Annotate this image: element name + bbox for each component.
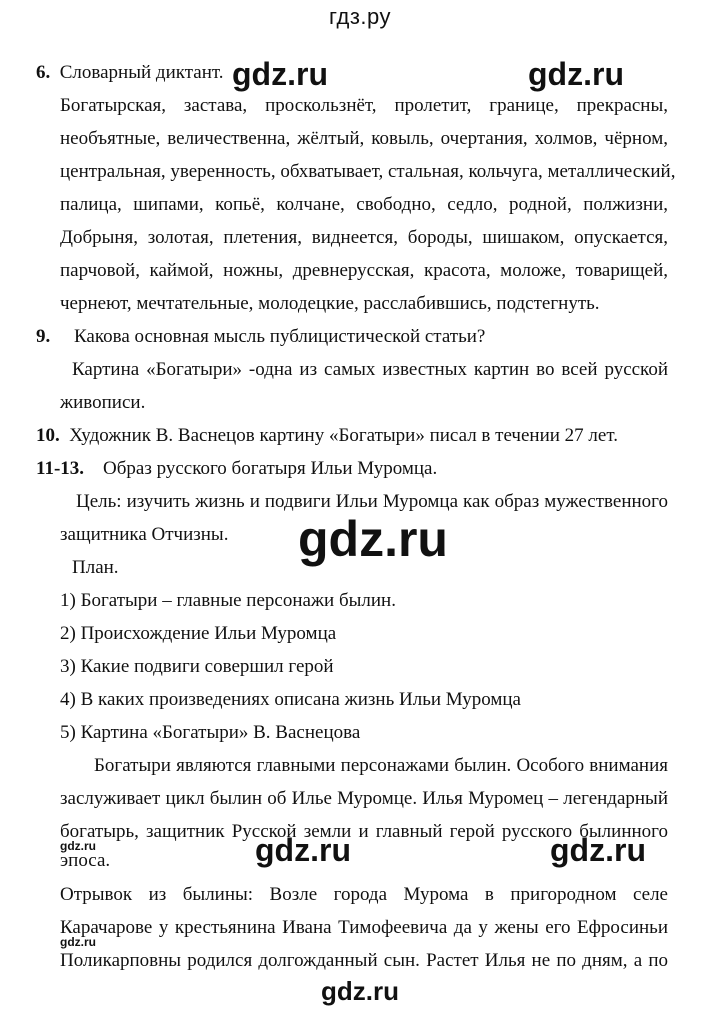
task9-number: 9. [36, 326, 51, 347]
task6-heading [36, 62, 224, 84]
paragraph-line: Богатыри являются главными персонажами былин. Особого внимания [94, 755, 668, 776]
task6-number: 6. [36, 62, 51, 83]
task6-title: Словарный диктант. [59, 62, 224, 83]
task10-number: 10. [36, 425, 60, 446]
paragraph-line: Отрывок из былины: Возле города Мурома в пригородном селе [60, 884, 668, 905]
watermark: gdz.ru [232, 56, 328, 92]
plan-item: 2) Происхождение Ильи Муромца [60, 623, 337, 644]
task6-line: чернеют, мечтательные, молодецкие, расслабившись, подстегнуть. [60, 293, 600, 314]
plan-item: 4) В каких произведениях описана жизнь Ильи Муромца [60, 689, 521, 710]
watermark: gdz.ru [60, 935, 96, 949]
task10-text: Художник В. Васнецов картину «Богатыри» писал в течении 27 лет. [69, 425, 618, 446]
plan-label: План. [72, 557, 119, 578]
task11-heading [36, 458, 437, 480]
watermark: gdz.ru [255, 832, 351, 868]
task11-title: Образ русского богатыря Ильи Муромца. [103, 458, 438, 479]
task11-goal: защитника Отчизны. [60, 524, 229, 545]
plan-item: 3) Какие подвиги совершил герой [60, 656, 334, 677]
task6-line: Богатырская, застава, проскользнёт, пролетит, границе, прекрасны, [60, 95, 668, 116]
task9-heading [36, 326, 485, 348]
watermark: gdz.ru [550, 832, 646, 868]
paragraph-line: Карачарове у крестьянина Ивана Тимофеевича да у жены его Ефросиньи [60, 917, 668, 938]
task9-question: Какова основная мысль публицистической статьи? [74, 326, 486, 347]
paragraph-line: Поликарповны родился долгожданный сын. Растет Илья не по дням, а по [60, 950, 668, 971]
task6-line: центральная, уверенность, обхватывает, стальная, кольчуга, металлический, [60, 161, 676, 182]
task9-answer: Картина «Богатыри» -одна из самых известных картин во всей русской [72, 359, 668, 380]
footer-watermark: gdz.ru [321, 976, 399, 1006]
task10 [36, 425, 618, 447]
paragraph-line: заслуживает цикл былин об Илье Муромце. Илья Муромец – легендарный [60, 788, 668, 809]
task11-goal: Цель: изучить жизнь и подвиги Ильи Муромца как образ мужественного [76, 491, 668, 512]
watermark: gdz.ru [298, 511, 448, 567]
paragraph-line: эпоса. [60, 850, 111, 871]
plan-item: 1) Богатыри – главные персонажи былин. [60, 590, 396, 611]
watermark: gdz.ru [528, 56, 624, 92]
task9-answer: живописи. [60, 392, 146, 413]
task6-line: Добрыня, золотая, плетения, виднеется, бороды, шишаком, опускается, [60, 227, 668, 248]
paragraph-line: богатырь, защитник Русской земли и главный герой русского былинного [60, 821, 668, 842]
site-header: гдз.ру [328, 4, 392, 29]
plan-item: 5) Картина «Богатыри» В. Васнецова [60, 722, 361, 743]
task6-line: парчовой, каймой, ножны, древнерусская, красота, моложе, товарищей, [60, 260, 668, 281]
task11-number: 11-13. [36, 458, 85, 479]
watermark: gdz.ru [60, 839, 96, 853]
task6-line: необъятные, величественна, жёлтый, ковыль, очертания, холмов, чёрном, [60, 128, 668, 149]
task6-line: палица, шипами, копьё, колчане, свободно, седло, родной, полжизни, [60, 194, 668, 215]
